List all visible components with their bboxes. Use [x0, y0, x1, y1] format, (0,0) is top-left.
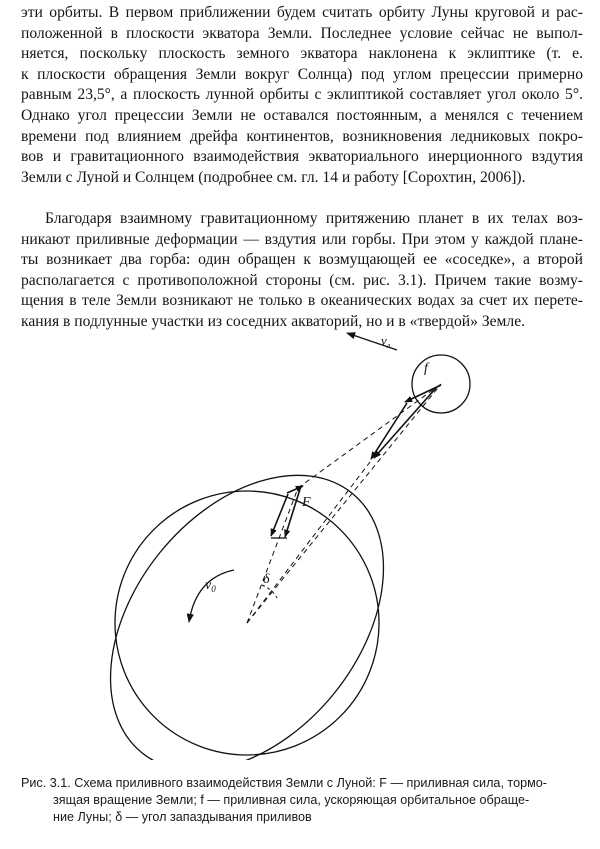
text-line: располагается с противоположной стороны (см. рис. 3.1). Причем такие возму-: [21, 271, 583, 289]
force-arrow-down: [271, 494, 288, 536]
caption-line: зящая вращение Земли; f — приливная сила, ускоряющая орбитальное обраще-: [53, 793, 530, 807]
earth-rotation-arrow: [189, 570, 234, 622]
tidal-diagram: [90, 330, 490, 760]
text-line: кания в подлунные участки из соседних акваторий, но и в «твердой» Земле.: [21, 312, 526, 330]
tidal-bulge-ellipse: [90, 423, 439, 760]
text-line: Земли с Луной и Солнцем (подробнее см. гл. 14 и работу [Сорохтин, 2006]).: [21, 168, 526, 186]
text-line: Благодаря взаимному гравитационному притяжению планет в их телах воз-: [45, 210, 583, 227]
paragraph-tidal-bulges: [21, 209, 583, 333]
text-line: эти орбиты. В первом приближении будем считать орбиту Луны круговой и рас-: [21, 4, 583, 21]
figure-caption: [21, 775, 583, 826]
lag-angle-label: δ: [263, 572, 270, 587]
text-line: равным 23,5°, а плоскость лунной орбиты с эклиптикой составляет угол около 5°.: [21, 86, 583, 104]
figure-tidal-interaction: [90, 330, 490, 760]
text-line: щения в теле Земли возникают не только в океанических водах за счет их перете-: [21, 292, 583, 310]
caption-label: Рис. 3.1.: [21, 776, 71, 790]
bulge-to-moon-dashed: [298, 384, 441, 488]
moon-force-label: f: [424, 361, 428, 376]
caption-line: Рис. 3.1. Схема приливного взаимодействия Земли с Луной: F — приливная сила, тормо-: [21, 776, 547, 790]
text-line: времени под влиянием дрейфа континентов, возникновения ледниковых покро-: [21, 127, 583, 145]
earth-moon-line: [247, 384, 441, 623]
moon-force-arrow-f: [371, 403, 407, 459]
text-line: ты возникает два горба: один обращен к возмущающей ее «соседке», а второй: [21, 251, 583, 269]
text-line: вов и гравитационного взаимодействия экваториального инерционного вздутия: [21, 148, 583, 166]
earth-force-label: F: [302, 495, 311, 510]
moon-force-arrow-1: [374, 388, 436, 458]
bulge-moon-line: [247, 488, 298, 623]
moon-force-arrow-2: [405, 385, 441, 402]
text-line: никают приливные деформации — вздутия или горбы. При этом у каждой плане-: [21, 230, 583, 248]
earth-rotation-label: $v_0$: [205, 578, 216, 594]
text-line: положенной в плоскости экватора Земли. Последнее условие сейчас не выпол-: [21, 24, 583, 42]
paragraph-orbit-precession: [21, 3, 583, 188]
text-line: Однако угол прецессии Земли не оставался постоянным, а менялся с течением: [21, 106, 583, 124]
moon-velocity-label: $v_л$: [381, 333, 391, 350]
text-line: к плоскости обращения Земли вокруг Солнца) под углом прецессии примерно: [21, 65, 583, 83]
caption-line: ние Луны; δ — угол запаздывания приливов: [53, 810, 312, 824]
text-line: няется, поскольку плоскость земного экватора наклонена к эклиптике (т. е.: [21, 45, 583, 63]
